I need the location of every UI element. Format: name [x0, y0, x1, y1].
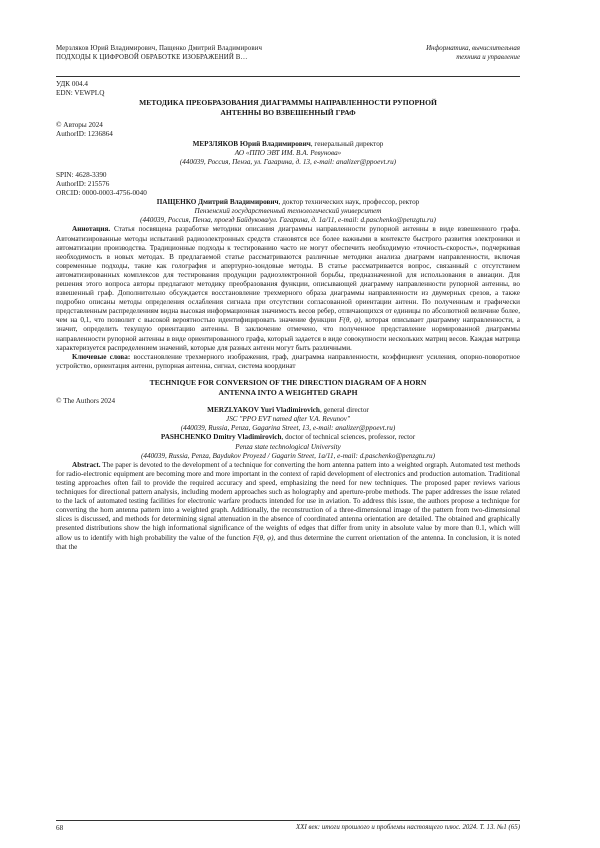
edn-code: EDN: VEWPLQ: [56, 89, 105, 98]
ru-author2-line: [56, 198, 520, 207]
ru-keywords: [56, 353, 520, 371]
header-divider: [56, 76, 520, 77]
running-header-left: [56, 45, 356, 62]
ru-title-line-1: МЕТОДИКА ПРЕОБРАЗОВАНИЯ ДИАГРАММЫ НАПРАВЛЕННОСТИ РУПОРНОЙ: [139, 98, 437, 108]
footer-divider: [56, 820, 520, 821]
ru-keywords-label: Ключевые слова:: [72, 352, 131, 361]
udk-code: УДК 004.4: [56, 80, 89, 88]
en-author2-role: , doctor of technical sciences, professor, rector: [281, 433, 416, 442]
ru-copyright: © Авторы 2024: [56, 121, 103, 130]
ru-author1-name: МЕРЗЛЯКОВ Юрий Владимирович: [192, 139, 311, 148]
header-short-title: ПОДХОДЫ К ЦИФРОВОЙ ОБРАБОТКЕ ИЗОБРАЖЕНИЙ В…: [56, 53, 248, 61]
ru-keywords-text: восстановление трехмерного изображения, граф, диаграмма направленности, коэффициент усиления, опорно-поворотное устройство, ориентация антенн, рупорная антенна, сигнал, система координат: [56, 352, 520, 370]
ru-abstract: [56, 225, 520, 352]
ru-author1-org: АО «ППО ЭВТ ИМ. В.А. Ревунова»: [234, 148, 342, 157]
header-authors: Мерзляков Юрий Владимирович, Пащенко Дмитрий Владимирович: [56, 45, 263, 52]
ru-author1-address: (440039, Россия, Пенза, ул. Гагарина, д. 13, e-mail: analizer@ppoevt.ru): [179, 157, 397, 166]
ru-author2-org: Пензенский государственный технологический университет: [194, 207, 382, 216]
en-author1-address: (440039, Russia, Penza, Gagarina Street, 13, e-mail: analizer@ppoevt.ru): [180, 424, 396, 433]
ru-abstract-text-2: , которая описывает диаграмму направленности, а значит, определить текущую ориентацию антенны. В заключение отмечено, что полученное представление нормированной диаграммы направленности рупорной антенны в виде ориентированного графа, который задается в виде совокупности нескольких матриц весов. Каждая матрица характеризуется распределением значений, которые для разных антенн могут быть различными.: [56, 316, 520, 352]
en-author2-line: [56, 433, 520, 442]
en-copyright: © The Authors 2024: [56, 397, 116, 406]
ru-author2-orcid: ORCID: 0000-0003-4756-0040: [56, 189, 147, 198]
ru-author2-spin: SPIN: 4628-3390: [56, 170, 107, 179]
en-abstract-text-1: The paper is devoted to the development of a technique for converting the horn antenna pattern into a weighted orgraph. Automated test methods for radio-electronic equipment are becoming more and more important in the context of rapid development of electronics and production automation. Traditional testing approaches often fail to provide the required accuracy and speed, emphasizing the need for new techniques. The proposed paper reviews various techniques for directional pattern analysis, including modern approaches such as holography and aperture-probe methods. The paper addresses the issue related to the lack of automated testing facilities for electronic warfare products intended for use in aviation. To address this issue, the authors propose a technique for converting the horn antenna pattern into a weighted graph. Additionally, the reconstruction of a three-dimensional image of the pattern from two-dimensional slices is discussed, and methods for determining signal attenuation in the absence of coordinated antenna orientation are detailed. The obtained and graphically presented distributions show the high informational significance of the weights of edges that differ from unity in absolute value by more than 0.1, which will allow us to identify with high probability the value of the function: [56, 460, 520, 542]
header-section-line-1: Информатика, вычислительная: [426, 45, 520, 52]
ru-author2-role: , доктор технических наук, профессор, ректор: [278, 198, 420, 207]
page-number: 68: [56, 824, 64, 832]
en-author1-role: , general director: [319, 406, 369, 415]
ru-author1-line: [56, 140, 520, 149]
running-header-right: [350, 45, 520, 62]
en-author2-address: (440039, Russia, Penza, Baydukov Proyezd / Gagarin Street, 1a/11, e-mail: d.paschenko@penzgtu.ru): [141, 451, 435, 460]
journal-footer: XXI век: итоги прошлого и проблемы настоящего плюс. 2024. Т. 13. №1 (65): [296, 824, 520, 831]
en-author2-name: PASHCHENKO Dmitry Vladimirovich: [160, 433, 282, 442]
ru-abstract-function: F(θ, φ): [339, 316, 361, 325]
ru-author2-name: ПАЩЕНКО Дмитрий Владимирович: [156, 198, 279, 207]
running-header: [56, 45, 520, 75]
ru-abstract-text-1: Статья посвящена разработке методики описания диаграммы направленности рупорной антенны в виде взвешенного графа. Автоматизированные методы испытаний радиоэлектронных средств становятся все более важными в контексте быстрого развития электроники и автоматизации производства. Традиционные подходы к тестированию часто не могут обеспечить необходимую «точность-скорость», подчеркивая необходимость в новых методах. В предлагаемой статье рассматриваются различные методики анализа диаграмм направленности, включая современные подходы, такие как голография и апертурно-зондовые методы. В статье рассматривается вопрос, связанный с отсутствием автоматизированных комплексов для тестирования продукции радиоэлектронной борьбы, предназначенной для использования в авиации. Для решения этого вопроса авторы предлагают методику преобразования функции, описывающей диаграмму направленности рупорной антенны, во взвешенный граф. Дополнительно обсуждается восстановление трехмерного образа диаграммы направленности из двумерных срезов, а также подробно описаны методы определения ослабления сигнала при отсутствии согласованной ориентации антенн. По полученным и графически представленным распределениям видна высокая информационная значимость весов ребер, отличающихся от единицы по абсолютной величине более, чем на 0,1, что позволит с высокой вероятностью идентифицировать значение функции: [56, 225, 520, 325]
en-abstract-function: F(θ, φ): [252, 533, 274, 542]
en-title-line-2: ANTENNA INTO A WEIGHTED GRAPH: [218, 387, 358, 397]
article-body: [56, 80, 520, 552]
ru-author1-id: AuthorID: 1236864: [56, 130, 113, 139]
ru-author2-address: (440039, Россия, Пенза, проезд Байдукова/ул. Гагарина, д. 1а/11, e-mail: d.paschenko@penzgtu.ru): [140, 216, 436, 225]
en-abstract: [56, 461, 520, 552]
en-abstract-label: Abstract.: [72, 460, 101, 469]
en-author1-org: JSC "PPO EVT named after V.A. Revunov": [226, 415, 350, 424]
en-author1-line: [56, 406, 520, 415]
header-section-line-2: техника и управление: [456, 53, 520, 61]
en-author2-org: Penza state technological University: [235, 442, 341, 451]
en-title-line-1: TECHNIQUE FOR CONVERSION OF THE DIRECTION DIAGRAM OF A HORN: [149, 377, 427, 387]
ru-author2-id: AuthorID: 215576: [56, 179, 110, 188]
en-abstract-text-2: , and thus determine the current orientation of the antenna. In conclusion, it is noted that the: [56, 533, 521, 551]
ru-author1-role: , генеральный директор: [310, 139, 384, 148]
ru-title-line-2: АНТЕННЫ ВО ВЗВЕШЕННЫЙ ГРАФ: [220, 107, 356, 117]
en-author1-name: MERZLYAKOV Yuri Vladimirovich: [207, 406, 320, 415]
ru-abstract-label: Аннотация.: [72, 225, 111, 234]
